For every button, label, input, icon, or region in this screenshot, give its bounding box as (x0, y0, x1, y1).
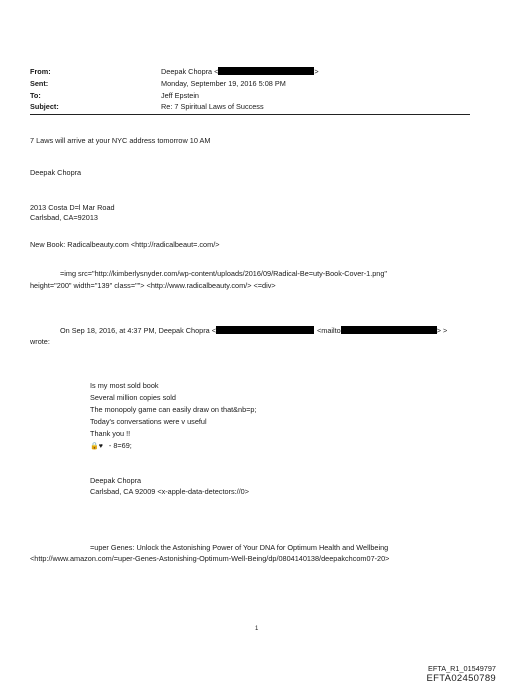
super-genes-line-1: =uper Genes: Unlock the Astonishing Power of Your DNA for Optimum Health and Wellbeing (90, 543, 389, 552)
body-line-1: 7 Laws will arrive at your NYC address tomorrow 10 AM (30, 136, 211, 145)
quote-mailto: <mailto (316, 326, 341, 335)
page-number: 1 (255, 626, 259, 632)
from-end: > (314, 67, 319, 76)
img-src-line: =img src="http://kimberlysnyder.com/wp-content/uploads/2016/09/Radical-Be=uty-Book-Cover-1.png" (60, 269, 388, 278)
quote-line-4: Today's conversations were v useful (90, 417, 207, 426)
sent-value: Monday, September 19, 2016 5:08 PM (161, 79, 286, 88)
redaction-bar (341, 326, 437, 334)
quote-line-6 (90, 441, 132, 451)
quote-header (60, 326, 447, 335)
quote-line-2: Several million copies sold (90, 393, 176, 402)
lock-heart-icon: 🔒♥ (90, 443, 103, 450)
super-genes-line-2: <http://www.amazon.com/=uper-Genes-Astonishing-Optimum-Well-Being/dp/0804140138/deepakchcom07-20> (30, 554, 390, 563)
quote-line-5: Thank you !! (90, 429, 131, 438)
redaction-bar (218, 67, 314, 75)
from-sender: Deepak Chopra < (161, 67, 219, 76)
signature-name: Deepak Chopra (30, 168, 82, 177)
from-label: From: (30, 67, 51, 76)
quote-signature-name: Deepak Chopra (90, 476, 142, 485)
footer-ref-1: EFTA_R1_01549797 (427, 664, 496, 673)
quote-line-6-text: - 8=69; (108, 441, 132, 450)
quote-signature-address: Carlsbad, CA 92009 <x-apple-data-detectors://0> (90, 487, 250, 496)
quote-line-3: The monopoly game can easily draw on that&nb=p; (90, 405, 257, 414)
wrote-label: wrote: (30, 337, 50, 346)
footer-ref-2: EFTA02450789 (426, 673, 496, 684)
quote-on-text: On Sep 18, 2016, at 4:37 PM, Deepak Chopra < (60, 326, 216, 335)
header-divider (30, 114, 470, 115)
from-value (161, 67, 319, 76)
address-line-1: 2013 Costa D=l Mar Road (30, 203, 115, 212)
new-book-line: New Book: Radicalbeauty.com <http://radicalbeaut=.com/> (30, 240, 220, 249)
to-label: To: (30, 91, 41, 100)
img-attr-line: height="200" width="139" class=""> <http://www.radicalbeauty.com/> <=div> (30, 281, 276, 290)
subject-value: Re: 7 Spiritual Laws of Success (161, 102, 264, 111)
sent-label: Sent: (30, 79, 49, 88)
redaction-bar (216, 326, 314, 334)
quote-end: > > (436, 326, 448, 335)
subject-label: Subject: (30, 102, 59, 111)
quote-line-1: Is my most sold book (90, 381, 159, 390)
address-line-2: Carlsbad, CA=92013 (30, 213, 98, 222)
to-value: Jeff Epstein (161, 91, 199, 100)
